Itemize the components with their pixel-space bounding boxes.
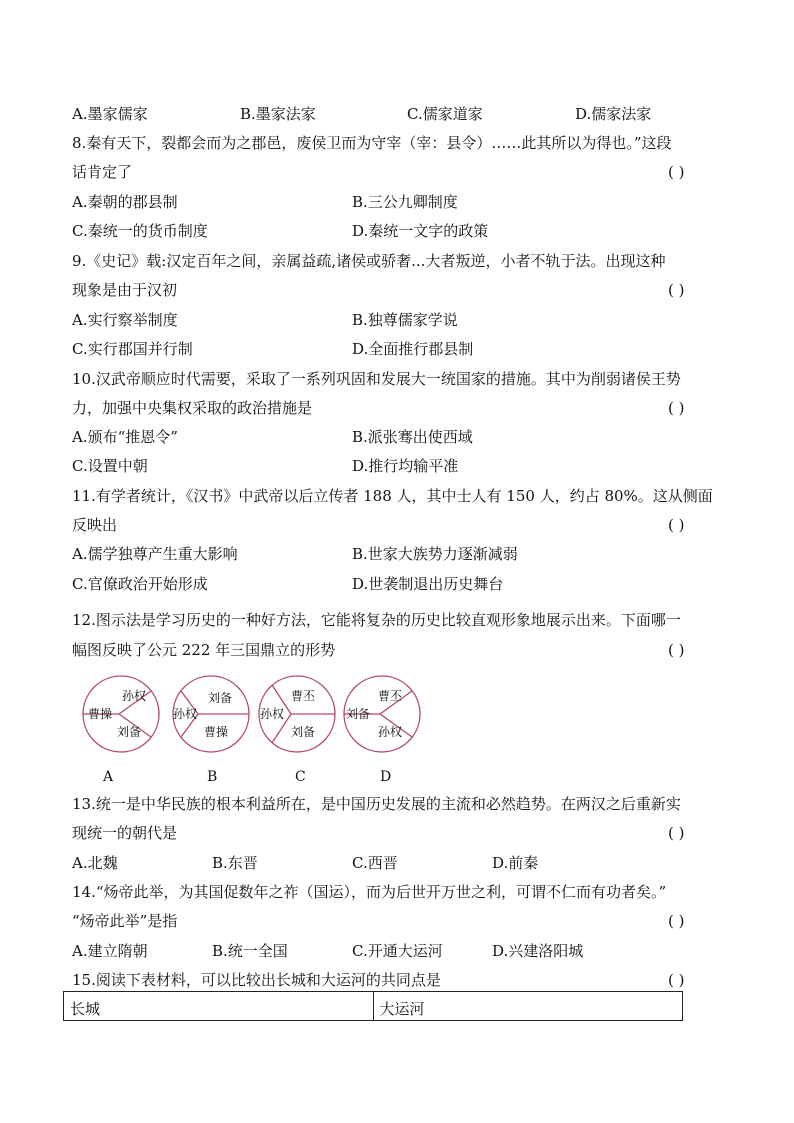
q11-option-a: A.儒学独尊产生重大影响 xyxy=(72,545,238,563)
q15-table-header-grand-canal: 大运河 xyxy=(373,992,683,1020)
q12-fig-c-bottom: 刘备 xyxy=(291,725,316,739)
q14-option-d: D.兴建洛阳城 xyxy=(492,942,584,960)
q15-answer-blank: ( ) xyxy=(668,971,685,989)
q12-label-a: A xyxy=(103,769,114,785)
q13-option-a: A.北魏 xyxy=(72,854,118,872)
q9-option-c: C.实行郡国并行制 xyxy=(72,340,193,358)
q10-option-b: B.派张骞出使西域 xyxy=(352,428,473,446)
q12-fig-d-bottom: 孙权 xyxy=(378,725,403,739)
q12-fig-d-top: 曹丕 xyxy=(378,689,403,703)
q10-option-c: C.设置中朝 xyxy=(72,457,148,475)
q8-stem-line1: 8.秦有天下，裂都会而为之郡邑，废侯卫而为守宰（宰：县令）……此其所以为得也。”这段 xyxy=(72,134,672,152)
q11-stem-line2: 反映出 xyxy=(72,516,118,534)
q12-label-b: B xyxy=(207,769,218,785)
q14-option-a: A.建立隋朝 xyxy=(72,942,148,960)
q12-label-c: C xyxy=(295,769,306,785)
q14-answer-blank: ( ) xyxy=(668,912,685,930)
q11-stem-line1: 11.有学者统计，《汉书》中武帝以后立传者 188 人，其中士人有 150 人，约占 80%。这从侧面 xyxy=(72,487,713,505)
q12-figure-c xyxy=(259,676,335,752)
q12-fig-b-bottom: 曹操 xyxy=(204,725,229,739)
q12-figure-diagrams xyxy=(80,670,430,762)
q9-stem-line1: 9.《史记》载:汉定百年之间，亲属益疏,诸侯或骄奢...大者叛逆，小者不轨于法。出现这种 xyxy=(72,252,666,270)
q12-answer-blank: ( ) xyxy=(668,641,685,659)
q11-option-c: C.官僚政治开始形成 xyxy=(72,575,208,593)
q15-stem-line1: 15.阅读下表材料，可以比较出长城和大运河的共同点是 xyxy=(72,971,441,989)
q13-option-d: D.前秦 xyxy=(492,854,539,872)
q9-option-d: D.全面推行郡县制 xyxy=(352,340,474,358)
q12-fig-a-bottom: 刘备 xyxy=(117,725,142,739)
q8-answer-blank: ( ) xyxy=(668,163,685,181)
q14-option-c: C.开通大运河 xyxy=(352,942,443,960)
q7-option-c: C.儒家道家 xyxy=(407,105,483,123)
q12-fig-c-left: 孙权 xyxy=(260,707,285,721)
q9-stem-line2: 现象是由于汉初 xyxy=(72,281,178,299)
q12-fig-b-top: 刘备 xyxy=(208,691,233,705)
q12-fig-b-left: 孙权 xyxy=(173,707,198,721)
q8-stem-line2: 话肯定了 xyxy=(72,163,133,181)
q8-option-d: D.秦统一文字的政策 xyxy=(352,222,489,240)
q14-stem-line1: 14.“炀帝此举，为其国促数年之祚（国运），而为后世开万世之利，可谓不仁而有功者矣。” xyxy=(72,883,667,901)
q13-stem-line2: 现统一的朝代是 xyxy=(72,824,178,842)
q12-fig-c-top: 曹丕 xyxy=(291,689,316,703)
q11-option-b: B.世家大族势力逐渐减弱 xyxy=(352,545,518,563)
q13-option-c: C.西晋 xyxy=(352,854,398,872)
q12-fig-a-top: 孙权 xyxy=(122,689,147,703)
q7-option-d: D.儒家法家 xyxy=(575,105,652,123)
q12-figure-a xyxy=(83,676,159,752)
q11-answer-blank: ( ) xyxy=(668,516,685,534)
q15-table-header-great-wall: 长城 xyxy=(70,1000,101,1018)
q11-option-d: D.世袭制退出历史舞台 xyxy=(352,575,504,593)
q7-option-a: A.墨家儒家 xyxy=(72,105,148,123)
q12-stem-line1: 12.图示法是学习历史的一种好方法，它能将复杂的历史比较直观形象地展示出来。下面哪一 xyxy=(72,611,681,629)
q13-answer-blank: ( ) xyxy=(668,824,685,842)
q13-stem-line1: 13.统一是中华民族的根本利益所在，是中国历史发展的主流和必然趋势。在两汉之后重新实 xyxy=(72,795,681,813)
q10-option-d: D.推行均输平准 xyxy=(352,457,459,475)
q8-option-a: A.秦朝的郡县制 xyxy=(72,193,178,211)
q9-option-b: B.独尊儒家学说 xyxy=(352,311,458,329)
q14-option-b: B.统一全国 xyxy=(212,942,288,960)
q12-figure-b xyxy=(173,676,249,752)
q12-fig-d-left: 刘备 xyxy=(346,707,371,721)
q15-material-table xyxy=(63,991,683,1021)
q12-stem-line2: 幅图反映了公元 222 年三国鼎立的形势 xyxy=(72,641,336,659)
q12-fig-a-left: 曹操 xyxy=(88,707,113,721)
q14-stem-line2: “炀帝此举”是指 xyxy=(72,912,178,930)
q12-label-d: D xyxy=(380,769,392,785)
q9-answer-blank: ( ) xyxy=(668,281,685,299)
q10-answer-blank: ( ) xyxy=(668,399,685,417)
q10-option-a: A.颁布“推恩令” xyxy=(72,428,178,446)
q8-option-b: B.三公九卿制度 xyxy=(352,193,458,211)
q8-option-c: C.秦统一的货币制度 xyxy=(72,222,208,240)
q13-option-b: B.东晋 xyxy=(212,854,258,872)
q10-stem-line1: 10.汉武帝顺应时代需要，采取了一系列巩固和发展大一统国家的措施。其中为削弱诸侯王势 xyxy=(72,370,681,388)
q7-option-b: B.墨家法家 xyxy=(240,105,316,123)
q9-option-a: A.实行察举制度 xyxy=(72,311,178,329)
q12-figure-d xyxy=(344,676,420,752)
q10-stem-line2: 力，加强中央集权采取的政治措施是 xyxy=(72,399,313,417)
